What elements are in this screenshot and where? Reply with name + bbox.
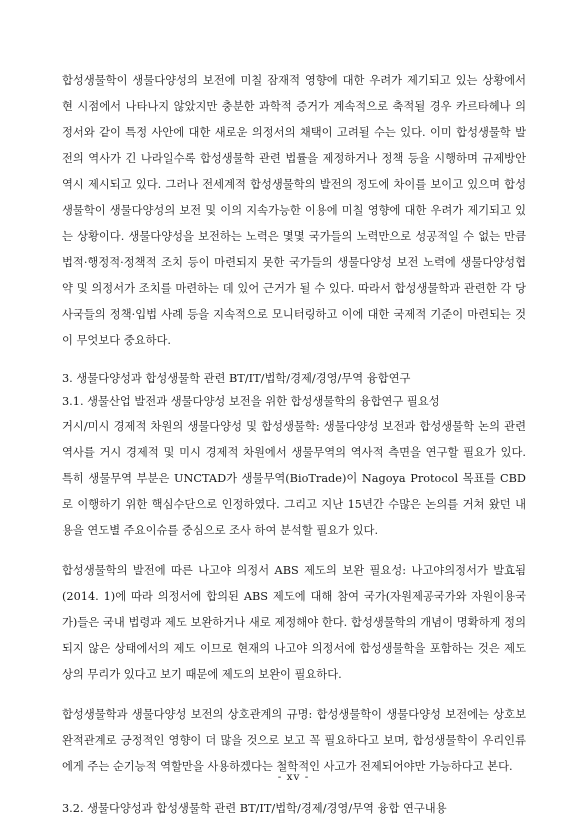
page-number: - xv -	[277, 771, 310, 783]
economic-paragraph: 거시/미시 경제적 차원의 생물다양성 및 합성생물학: 생물다양성 보전과 합성생물학 논의 관련 역사를 거시 경제적 및 미시 경제적 차원에서 생물무역의 역사적 측면을 연구할 필요가 있다. 특히 생물무역 부분은 UNCTAD가 생물무역(BioTrade)이 Nagoya Protocol 목표를 CBD로 이행하기 위한 핵심수단으로 인정하였다. 그리고 지난 15년간 수많은 논의를 거쳐 왔던 내용을 연도별 주요이슈를 중심으로 조사 하여 분석할 필요가 있다.	[62, 420, 526, 537]
section-3-1-heading: 3.1. 생물산업 발전과 생물다양성 보전을 위한 합성생물학의 융합연구 필요성	[62, 395, 440, 408]
section-3-2-heading: 3.2. 생물다양성과 합성생물학 관련 BT/IT/법학/경제/경영/무역 융합 연구내용	[62, 802, 447, 815]
relation-paragraph: 합성생물학과 생물다양성 보전의 상호관계의 규명: 합성생물학이 생물다양성 보전에는 상호보완적관계로 긍정적인 영향이 더 많을 것으로 보고 꼭 필요하다고 보며, 합성생물학이 우리인류에게 주는 순기능적 역할만을 사용하겠다는 철학적인 사고가 전제되어야만 가능하다고 본다.	[62, 708, 526, 773]
page-body	[62, 68, 526, 820]
nagoya-paragraph: 합성생물학의 발전에 따른 나고야 의정서 ABS 제도의 보완 필요성: 나고야의정서가 발효됨(2014. 1)에 따라 의정서에 합의된 ABS 제도에 대해 참여 국가(자원제공국가와 자원이용국가)들은 국내 법령과 제도 보완하거나 새로 제정해야 한다. 합성생물학의 개념이 명확하게 정의 되지 않은 상태에서의 제도 이므로 현재의 나고야 의정서에 합성생물학을 포함하는 것은 제도상의 무리가 있다고 보기 때문에 제도의 보완이 필요하다.	[62, 564, 526, 681]
section-3-heading: 3. 생물다양성과 합성생물학 관련 BT/IT/법학/경제/경영/무역 융합연구	[62, 372, 411, 385]
intro-paragraph: 합성생물학이 생물다양성의 보전에 미칠 잠재적 영향에 대한 우려가 제기되고 있는 상황에서 현 시점에서 나타나지 않았지만 충분한 과학적 증거가 계속적으로 축적될 경우 카르타헤나 의정서와 같이 특정 사안에 대한 새로운 의정서의 채택이 고려될 수는 있다. 이미 합성생물학 발전의 역사가 긴 나라일수록 합성생물학 관련 법률을 제정하거나 정책 등을 시행하며 규제방안 역시 제시되고 있다. 그러나 전세계적 합성생물학의 발전의 정도에 차이를 보이고 있으며 합성생물학이 생물다양성의 보전 및 이의 지속가능한 이용에 미칠 영향에 대한 우려가 제기되고 있는 상황이다. 생물다양성을 보전하는 노력은 몇몇 국가들의 노력만으로 성공적일 수 없는 만큼 법적·행정적·정책적 조치 등이 마련되지 못한 국가들의 생물다양성 보전 노력에 생물다양성협약 및 의정서가 조치를 마련하는 데 있어 근거가 될 수 있다. 따라서 합성생물학과 관련한 각 당사국들의 정책·입법 사례 등을 지속적으로 모니터링하고 이에 대한 국제적 기준이 마련되는 것이 무엇보다 중요하다.	[62, 74, 527, 347]
